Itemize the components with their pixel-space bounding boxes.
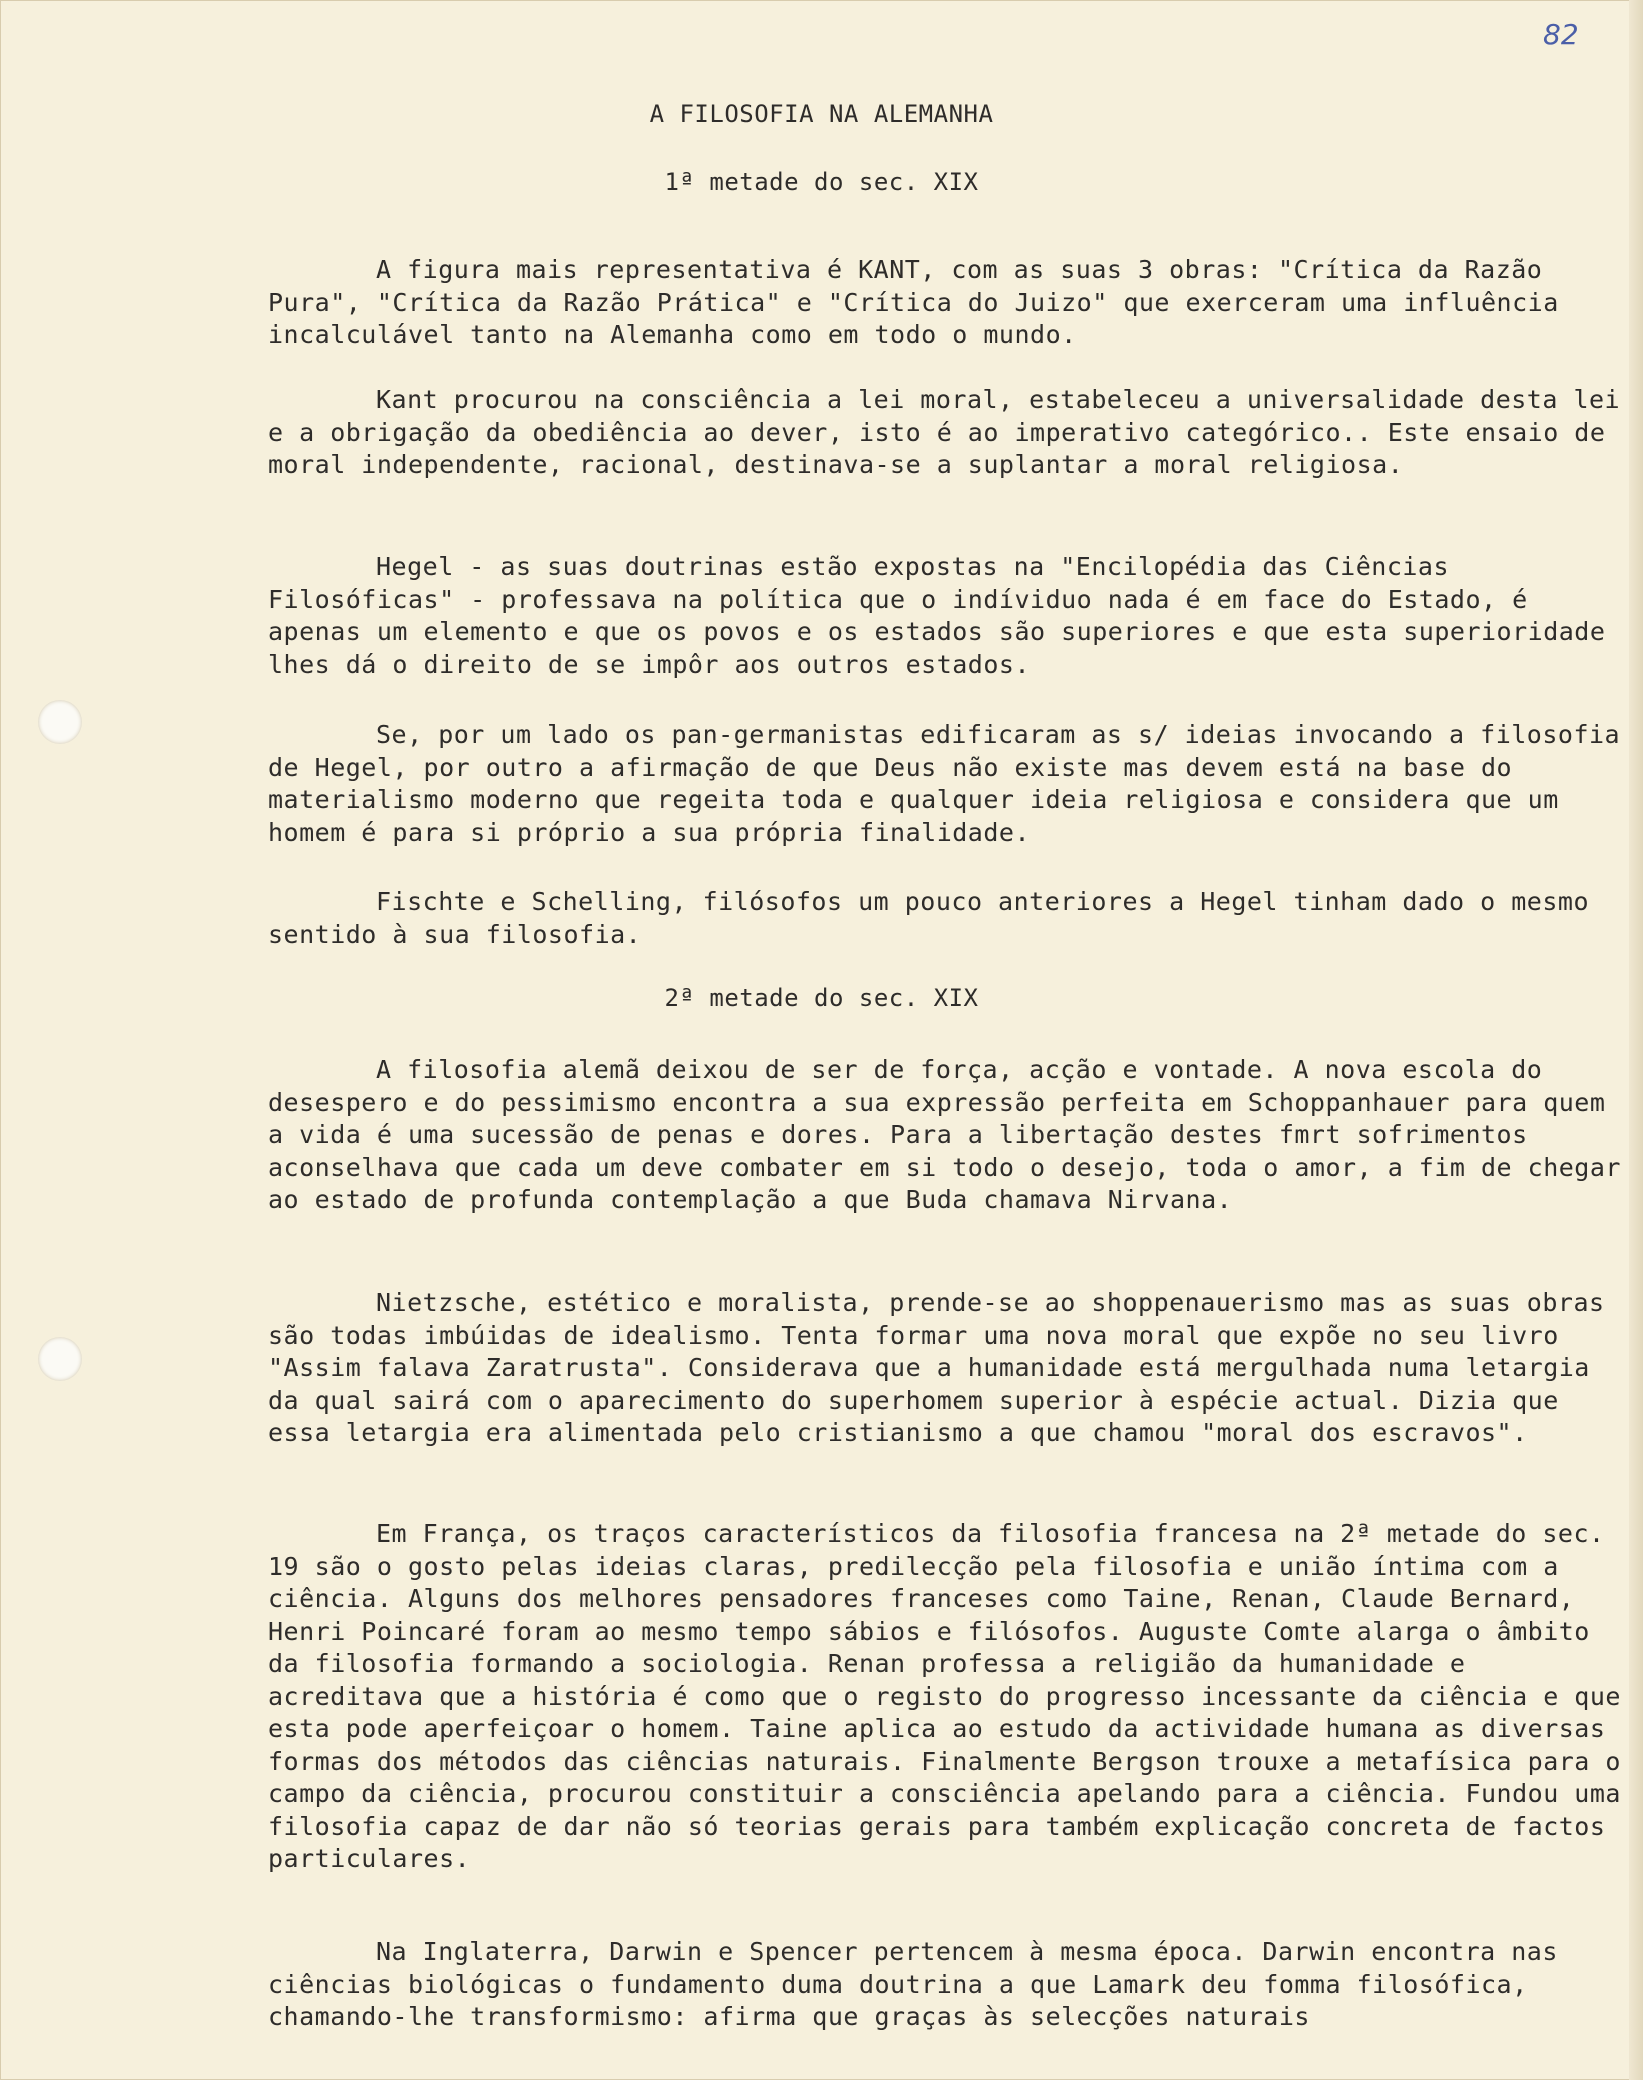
handwritten-page-number: 82 xyxy=(1543,18,1579,51)
paragraph-pan-germanists: Se, por um lado os pan-germanistas edificaram as s/ ideias invocando a filosofia de Hegel, por outro a afirmação de que Deus não existe mas devem está na base do materialismo moderno que regeita toda e qualquer ideia religiosa e considera que um homem é para si próprio a sua própria finalidade. xyxy=(268,720,1621,847)
paragraph-nietzsche: Nietzsche, estético e moralista, prende-se ao shoppenauerismo mas as suas obras são todas imbúidas de idealismo. Tenta formar uma nova moral que expõe no seu livro "Assim falava Zaratrusta". Considerava que a humanidade está mergulhada numa letargia da qual sairá com o aparecimento do superhomem superior à espécie actual. Dizia que essa letargia era alimentada pelo cristianismo a que chamou "moral dos escravos". xyxy=(268,1288,1605,1447)
paragraph-kant-works: A figura mais representativa é KANT, com as suas 3 obras: "Crítica da Razão Pura", "Crítica da Razão Prática" e "Crítica do Juizo" que exerceram uma influência incalculável tanto na Alemanha como em todo o mundo. xyxy=(268,255,1559,349)
paragraph-fichte-schelling: Fischte e Schelling, filósofos um pouco anteriores a Hegel tinham dado o mesmo sentido à sua filosofia. xyxy=(268,887,1589,949)
paragraph-schopenhauer: A filosofia alemã deixou de ser de força, acção e vontade. A nova escola do desespero e do pessimismo encontra a sua expressão perfeita em Schoppanhauer para quem a vida é uma sucessão de penas e dores. Para a libertação destes fmrt sofrimentos aconselhava que cada um deve combater em si todo o desejo, toda o amor, a fim de chegar ao estado de profunda contemplação a que Buda chamava Nirvana. xyxy=(268,1055,1621,1214)
paragraph-france: Em França, os traços característicos da filosofia francesa na 2ª metade do sec. 19 são o gosto pelas ideias claras, predilecção pela filosofia e união íntima com a ciência. Alguns dos melhores pensadores franceses como Taine, Renan, Claude Bernard, Henri Poincaré foram ao mesmo tempo sábios e filósofos. Auguste Comte alarga o âmbito da filosofia formando a sociologia. Renan professa a religião da humanidade e acreditava que a história é como que o registo do progresso incessante da ciência e que esta pode aperfeiçoar o homem. Taine aplica ao estudo da actividade humana as diversas formas dos métodos das ciências naturais. Finalmente Bergson trouxe a metafísica para o campo da ciência, procurou constituir a consciência apelando para a ciência. Fundou uma filosofia capaz de dar não só teorias gerais para também explicação concreta de factos particulares. xyxy=(268,1519,1621,1873)
punch-hole xyxy=(38,1337,82,1381)
section-heading-second-half: 2ª metade do sec. XIX xyxy=(664,984,979,1012)
paragraph-hegel: Hegel - as suas doutrinas estão expostas na "Encilopédia das Ciências Filosóficas" - professava na política que o indíviduo nada é em face do Estado, é apenas um elemento e que os povos e os estados são superiores e que esta superioridade lhes dá o direito de se impôr aos outros estados. xyxy=(268,552,1606,679)
section-heading-first-half: 1ª metade do sec. XIX xyxy=(664,168,979,196)
paragraph-kant-moral: Kant procurou na consciência a lei moral, estabeleceu a universalidade desta lei e a obrigação da obediência ao dever, isto é ao imperativo categórico.. Este ensaio de moral independente, racional, destinava-se a suplantar a moral religiosa. xyxy=(268,385,1621,479)
punch-hole xyxy=(38,700,82,744)
page-title: A FILOSOFIA NA ALEMANHA xyxy=(649,100,994,128)
paragraph-england: Na Inglaterra, Darwin e Spencer pertencem à mesma época. Darwin encontra nas ciências biológicas o fundamento duma doutrina a que Lamark deu fomma filosófica, chamando-lhe transformismo: afirma que graças às selecções naturais xyxy=(268,1937,1558,2031)
